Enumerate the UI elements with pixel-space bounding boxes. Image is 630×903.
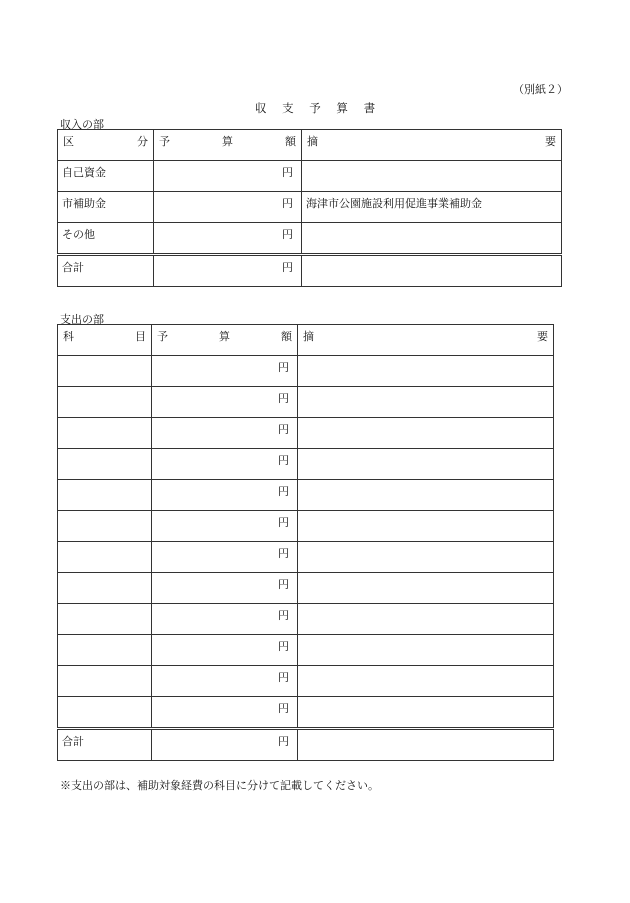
item-cell[interactable] [58, 418, 152, 449]
document-title [0, 100, 630, 116]
table-row [58, 192, 562, 223]
budget-cell[interactable]: 円 [152, 356, 298, 387]
item-cell[interactable] [58, 697, 152, 729]
table-row [58, 223, 562, 255]
budget-cell[interactable]: 円 [152, 635, 298, 666]
item-cell[interactable] [58, 511, 152, 542]
income-table [57, 129, 562, 287]
total-remarks-cell[interactable] [302, 255, 562, 287]
total-label-cell: 合計 [58, 255, 154, 287]
expense-total-row [58, 729, 554, 761]
income-total-row [58, 255, 562, 287]
header-category: 区 分 [58, 130, 154, 161]
item-cell[interactable] [58, 604, 152, 635]
budget-cell[interactable]: 円 [152, 604, 298, 635]
budget-cell[interactable]: 円 [152, 511, 298, 542]
table-row [58, 387, 554, 418]
item-cell[interactable] [58, 542, 152, 573]
table-row [58, 697, 554, 729]
budget-cell[interactable]: 円 [152, 449, 298, 480]
header-budget: 予 算 額 [152, 325, 298, 356]
income-header-row [58, 130, 562, 161]
table-row [58, 511, 554, 542]
total-budget-cell[interactable]: 円 [152, 729, 298, 761]
remarks-cell[interactable] [298, 635, 554, 666]
header-remarks: 摘 要 [298, 325, 554, 356]
budget-cell[interactable]: 円 [152, 418, 298, 449]
remarks-cell[interactable] [298, 542, 554, 573]
remarks-cell[interactable] [298, 697, 554, 729]
title-char: 予 [309, 101, 321, 115]
annex-label: （別紙２） [513, 83, 568, 96]
remarks-cell[interactable]: 海津市公園施設利用促進事業補助金 [302, 192, 562, 223]
budget-cell[interactable]: 円 [152, 573, 298, 604]
budget-cell[interactable]: 円 [152, 387, 298, 418]
footnote: ※支出の部は、補助対象経費の科目に分けて記載してください。 [60, 779, 379, 792]
category-cell[interactable]: 市補助金 [58, 192, 154, 223]
title-char: 支 [282, 101, 294, 115]
item-cell[interactable] [58, 573, 152, 604]
table-row [58, 356, 554, 387]
table-row [58, 480, 554, 511]
income-section-label: 収入の部 [60, 118, 104, 131]
expense-section-label: 支出の部 [60, 313, 104, 326]
remarks-cell[interactable] [298, 418, 554, 449]
title-char: 算 [336, 101, 348, 115]
expense-header-row [58, 325, 554, 356]
remarks-cell[interactable] [298, 480, 554, 511]
table-row [58, 449, 554, 480]
category-cell[interactable]: 自己資金 [58, 161, 154, 192]
budget-cell[interactable]: 円 [154, 192, 302, 223]
item-cell[interactable] [58, 480, 152, 511]
header-item: 科 目 [58, 325, 152, 356]
header-remarks: 摘 要 [302, 130, 562, 161]
table-row [58, 635, 554, 666]
item-cell[interactable] [58, 449, 152, 480]
title-char: 書 [363, 101, 376, 115]
title-char: 収 [254, 101, 267, 115]
remarks-cell[interactable] [298, 356, 554, 387]
remarks-cell[interactable] [298, 573, 554, 604]
item-cell[interactable] [58, 387, 152, 418]
budget-cell[interactable]: 円 [154, 223, 302, 255]
remarks-cell[interactable] [298, 666, 554, 697]
table-row [58, 418, 554, 449]
budget-cell[interactable]: 円 [152, 666, 298, 697]
table-row [58, 542, 554, 573]
remarks-cell[interactable] [298, 449, 554, 480]
item-cell[interactable] [58, 356, 152, 387]
table-row [58, 604, 554, 635]
total-label-cell: 合計 [58, 729, 152, 761]
expense-table [57, 324, 554, 761]
remarks-cell[interactable] [302, 223, 562, 255]
total-remarks-cell[interactable] [298, 729, 554, 761]
table-row [58, 666, 554, 697]
item-cell[interactable] [58, 666, 152, 697]
header-budget: 予 算 額 [154, 130, 302, 161]
budget-cell[interactable]: 円 [152, 480, 298, 511]
budget-cell[interactable]: 円 [154, 161, 302, 192]
budget-cell[interactable]: 円 [152, 697, 298, 729]
item-cell[interactable] [58, 635, 152, 666]
remarks-cell[interactable] [298, 387, 554, 418]
table-row [58, 161, 562, 192]
remarks-cell[interactable] [302, 161, 562, 192]
total-budget-cell[interactable]: 円 [154, 255, 302, 287]
remarks-cell[interactable] [298, 511, 554, 542]
category-cell[interactable]: その他 [58, 223, 154, 255]
table-row [58, 573, 554, 604]
budget-cell[interactable]: 円 [152, 542, 298, 573]
remarks-cell[interactable] [298, 604, 554, 635]
